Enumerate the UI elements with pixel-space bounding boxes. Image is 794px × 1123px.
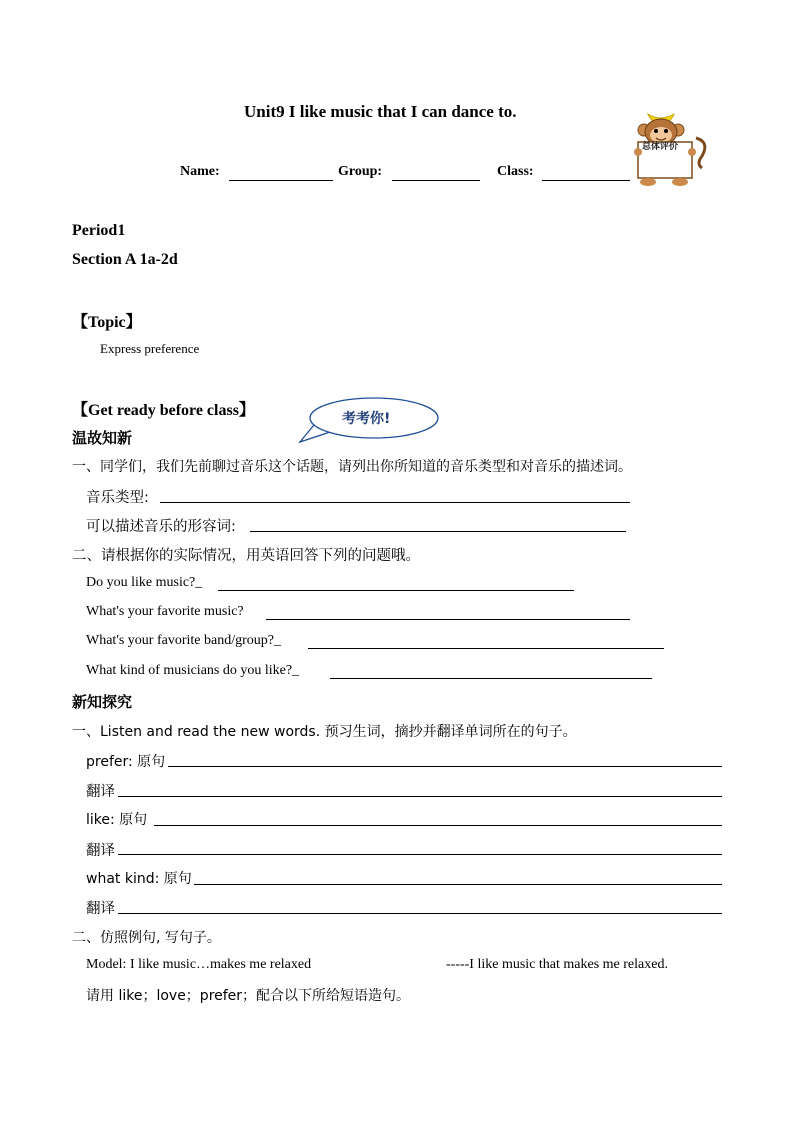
speech-bubble bbox=[296, 396, 442, 444]
answer-field-4[interactable] bbox=[330, 678, 652, 679]
word-prefer-label: prefer: 原句 bbox=[86, 754, 166, 770]
monkey-mascot-image bbox=[630, 108, 710, 188]
topic-text: Express preference bbox=[100, 341, 200, 356]
explore-question-1: 一、Listen and read the new words. 预习生词，摘抄并翻译单词所在的句子。 bbox=[72, 724, 577, 740]
name-field[interactable] bbox=[229, 180, 333, 181]
explore-heading: 新知探究 bbox=[72, 693, 133, 711]
group-label: Group: bbox=[338, 164, 383, 179]
word-like-translate-field[interactable] bbox=[118, 854, 722, 855]
instruction-text: 请用 like；love；prefer；配合以下所给短语造句。 bbox=[86, 988, 411, 1004]
topic-heading: 【Topic】 bbox=[72, 314, 142, 331]
explore-question-2: 二、仿照例句, 写句子。 bbox=[72, 930, 221, 946]
word-what-kind-sentence-field[interactable] bbox=[194, 884, 722, 885]
word-prefer-translate-field[interactable] bbox=[118, 796, 722, 797]
adjectives-label: 可以描述音乐的形容词: bbox=[86, 519, 236, 535]
class-label: Class: bbox=[497, 164, 534, 179]
word-like-sentence-field[interactable] bbox=[154, 825, 722, 826]
word-what-kind-label: what kind: 原句 bbox=[86, 871, 192, 887]
evaluation-badge: 总体评价 bbox=[642, 142, 679, 152]
music-types-label: 音乐类型: bbox=[86, 490, 149, 506]
model-sentence-right: -----I like music that makes me relaxed. bbox=[446, 957, 668, 972]
review-question-2: 二、请根据你的实际情况，用英语回答下列的问题哦。 bbox=[72, 548, 420, 564]
name-label: Name: bbox=[180, 164, 220, 179]
answer-field-2[interactable] bbox=[266, 619, 630, 620]
question-do-you-like-music: Do you like music?_ bbox=[86, 575, 203, 590]
question-kind-of-musicians: What kind of musicians do you like?_ bbox=[86, 663, 300, 678]
group-field[interactable] bbox=[392, 180, 480, 181]
question-favorite-band: What's your favorite band/group?_ bbox=[86, 633, 281, 648]
answer-field-3[interactable] bbox=[308, 648, 664, 649]
model-sentence-left: Model: I like music…makes me relaxed bbox=[86, 957, 312, 972]
adjectives-field[interactable] bbox=[250, 531, 626, 532]
period-label: Period1 bbox=[72, 222, 126, 239]
section-label: Section A 1a-2d bbox=[72, 251, 178, 268]
page-title: Unit9 I like music that I can dance to. bbox=[244, 102, 517, 121]
word-like-label: like: 原句 bbox=[86, 812, 148, 828]
get-ready-heading: 【Get ready before class】 bbox=[72, 402, 255, 419]
answer-field-1[interactable] bbox=[218, 590, 574, 591]
review-heading: 温故知新 bbox=[72, 429, 133, 447]
review-question-1: 一、同学们，我们先前聊过音乐这个话题，请列出你所知道的音乐类型和对音乐的描述词。 bbox=[72, 459, 632, 475]
music-types-field[interactable] bbox=[160, 502, 630, 503]
question-favorite-music: What's your favorite music? bbox=[86, 604, 244, 619]
word-what-kind-translate-label: 翻译 bbox=[86, 901, 115, 917]
class-field[interactable] bbox=[542, 180, 630, 181]
word-prefer-translate-label: 翻译 bbox=[86, 784, 115, 800]
word-what-kind-translate-field[interactable] bbox=[118, 913, 722, 914]
word-prefer-sentence-field[interactable] bbox=[168, 766, 722, 767]
bubble-text: 考考你! bbox=[342, 411, 391, 427]
word-like-translate-label: 翻译 bbox=[86, 843, 115, 859]
